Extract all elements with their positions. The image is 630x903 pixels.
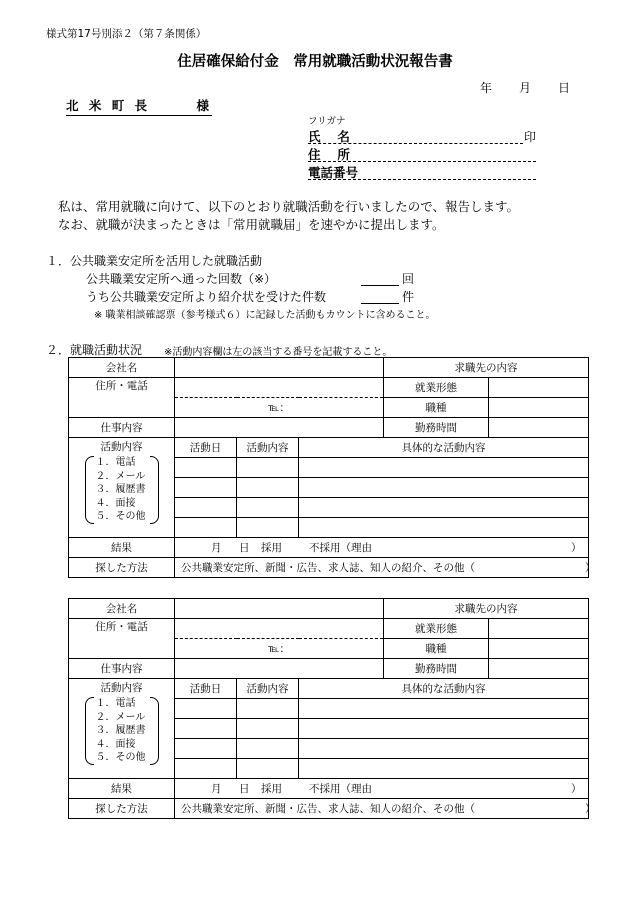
hired-option[interactable]: 採用	[261, 542, 282, 554]
date-month: 月	[519, 81, 532, 95]
job-content-label: 仕事内容	[69, 418, 175, 438]
work-hours-label: 勤務時間	[384, 659, 489, 679]
activity-date-field[interactable]	[175, 759, 237, 779]
close-paren: ）	[585, 562, 596, 574]
result-day: 日	[239, 542, 250, 554]
activity-content-field[interactable]	[237, 458, 299, 478]
addressee: 北 米 町 長 様	[66, 96, 212, 116]
employment-type-field[interactable]	[489, 378, 589, 398]
activity-option: ３．履歴書	[95, 725, 146, 736]
activity-content-field[interactable]	[237, 478, 299, 498]
activity-content-header: 活動内容	[237, 438, 299, 458]
job-content-field[interactable]	[175, 659, 384, 679]
visits-label: 公共職業安定所へ通った回数（※）	[86, 272, 277, 286]
job-content-label: 仕事内容	[69, 659, 175, 679]
specific-activity-field[interactable]	[299, 458, 589, 478]
activity-date-field[interactable]	[175, 458, 237, 478]
activity-options-cell	[69, 438, 175, 538]
job-content-field[interactable]	[175, 418, 384, 438]
job-offer-header: 求職先の内容	[384, 599, 589, 619]
result-day: 日	[239, 783, 250, 795]
activity-label: 活動内容	[100, 441, 143, 453]
name-field[interactable]	[308, 143, 523, 144]
name-label: 氏 名	[308, 129, 350, 144]
employment-type-label: 就業形態	[384, 378, 489, 398]
occupation-label: 職種	[384, 639, 489, 659]
address-phone-label: 住所・電話	[69, 378, 175, 418]
activity-content-field[interactable]	[237, 739, 299, 759]
activity-content-field[interactable]	[237, 719, 299, 739]
search-method-field[interactable]	[175, 799, 596, 819]
activity-date-header: 活動日	[175, 438, 237, 458]
work-hours-label: 勤務時間	[384, 418, 489, 438]
activity-content-field[interactable]	[237, 518, 299, 538]
section2-heading: ２．就職活動状況	[46, 343, 143, 357]
activity-date-field[interactable]	[175, 699, 237, 719]
activity-date-field[interactable]	[175, 719, 237, 739]
activity-options-cell	[69, 679, 175, 779]
activity-date-field[interactable]	[175, 498, 237, 518]
activity-label: 活動内容	[100, 682, 143, 694]
result-label: 結果	[69, 779, 175, 799]
occupation-field[interactable]	[489, 639, 589, 659]
search-options: 公共職業安定所、新聞・広告、求人誌、知人の紹介、その他（	[181, 562, 475, 574]
close-paren: ）	[571, 542, 582, 554]
company-name-field[interactable]	[175, 599, 384, 619]
section1-heading: １．公共職業安定所を活用した就職活動	[46, 254, 263, 268]
intro-line-2: なお、就職が決まったときは「常用就職届」を速やかに提出します。	[58, 217, 445, 232]
work-hours-field[interactable]	[489, 659, 589, 679]
date-day: 日	[558, 81, 571, 95]
activity-option: ２．メール	[95, 711, 146, 723]
activity-date-field[interactable]	[175, 739, 237, 759]
specific-activity-field[interactable]	[299, 759, 589, 779]
specific-activity-field[interactable]	[299, 739, 589, 759]
specific-activity-header: 具体的な活動内容	[299, 679, 589, 699]
activity-option: ２．メール	[95, 470, 146, 482]
company-tel-field[interactable]	[175, 398, 384, 418]
search-method-label: 探した方法	[69, 799, 175, 819]
job-offer-header: 求職先の内容	[384, 358, 589, 378]
result-month: 月	[211, 542, 222, 554]
work-hours-field[interactable]	[489, 418, 589, 438]
furigana-label: フリガナ	[308, 116, 346, 127]
activity-option: １．電話	[95, 698, 136, 709]
activity-option: ４．面接	[95, 497, 136, 509]
activity-record-2	[68, 598, 596, 819]
occupation-field[interactable]	[489, 398, 589, 418]
address-label: 住 所	[308, 147, 350, 162]
activity-content-field[interactable]	[237, 759, 299, 779]
activity-option: ５．その他	[95, 511, 146, 522]
visits-unit: 回	[402, 272, 415, 286]
activity-content-field[interactable]	[237, 498, 299, 518]
activity-record-1	[68, 357, 596, 578]
specific-activity-field[interactable]	[299, 719, 589, 739]
specific-activity-field[interactable]	[299, 478, 589, 498]
tel-label: ℡：	[268, 643, 290, 655]
referrals-label: うち公共職業安定所より紹介状を受けた件数	[86, 290, 327, 304]
visits-field[interactable]	[361, 285, 399, 286]
result-field[interactable]	[175, 538, 589, 558]
result-label: 結果	[69, 538, 175, 558]
referrals-unit: 件	[402, 290, 415, 304]
form-id: 様式第17号別添２（第７条関係）	[46, 28, 207, 40]
activity-option: ３．履歴書	[95, 484, 146, 495]
company-name-label: 会社名	[69, 358, 175, 378]
tel-label: ℡：	[268, 402, 290, 414]
page-title: 住居確保給付金 常用就職活動状況報告書	[177, 54, 453, 70]
activity-date-field[interactable]	[175, 518, 237, 538]
result-field[interactable]	[175, 779, 589, 799]
activity-date-header: 活動日	[175, 679, 237, 699]
search-method-field[interactable]	[175, 558, 596, 578]
intro-line-1: 私は、常用就職に向けて、以下のとおり就職活動を行いましたので、報告します。	[58, 199, 520, 214]
activity-option: ４．面接	[95, 738, 136, 750]
specific-activity-field[interactable]	[299, 699, 589, 719]
close-paren: ）	[585, 803, 596, 815]
address-phone-label: 住所・電話	[69, 619, 175, 659]
address-field[interactable]	[308, 161, 536, 162]
company-address-field[interactable]	[175, 619, 384, 639]
result-month: 月	[211, 783, 222, 795]
hired-option[interactable]: 採用	[261, 783, 282, 795]
occupation-label: 職種	[384, 398, 489, 418]
company-address-field[interactable]	[175, 378, 384, 398]
search-options: 公共職業安定所、新聞・広告、求人誌、知人の紹介、その他（	[181, 803, 475, 815]
search-method-label: 探した方法	[69, 558, 175, 578]
company-name-field[interactable]	[175, 358, 384, 378]
activity-options-list	[85, 456, 159, 524]
employment-type-field[interactable]	[489, 619, 589, 639]
section2-note: ※活動内容欄は左の該当する番号を記載すること。	[164, 347, 393, 358]
phone-label: 電話番号	[308, 165, 359, 180]
activity-content-header: 活動内容	[237, 679, 299, 699]
activity-options-list	[85, 697, 159, 765]
employment-type-label: 就業形態	[384, 619, 489, 639]
phone-field[interactable]	[308, 179, 536, 180]
activity-option: ５．その他	[95, 752, 146, 763]
section1-note: ※ 職業相談確認票（参考様式６）に記録した活動もカウントに含めること。	[94, 310, 436, 321]
close-paren: ）	[571, 783, 582, 795]
company-tel-field[interactable]	[175, 639, 384, 659]
referrals-field[interactable]	[361, 303, 399, 304]
activity-content-field[interactable]	[237, 699, 299, 719]
activity-option: １．電話	[95, 457, 136, 468]
activity-date-field[interactable]	[175, 478, 237, 498]
seal-mark: 印	[524, 130, 537, 144]
specific-activity-field[interactable]	[299, 498, 589, 518]
not-hired-option[interactable]: 不採用（理由	[309, 542, 372, 554]
specific-activity-header: 具体的な活動内容	[299, 438, 589, 458]
company-name-label: 会社名	[69, 599, 175, 619]
specific-activity-field[interactable]	[299, 518, 589, 538]
date-year: 年	[480, 81, 493, 95]
not-hired-option[interactable]: 不採用（理由	[309, 783, 372, 795]
